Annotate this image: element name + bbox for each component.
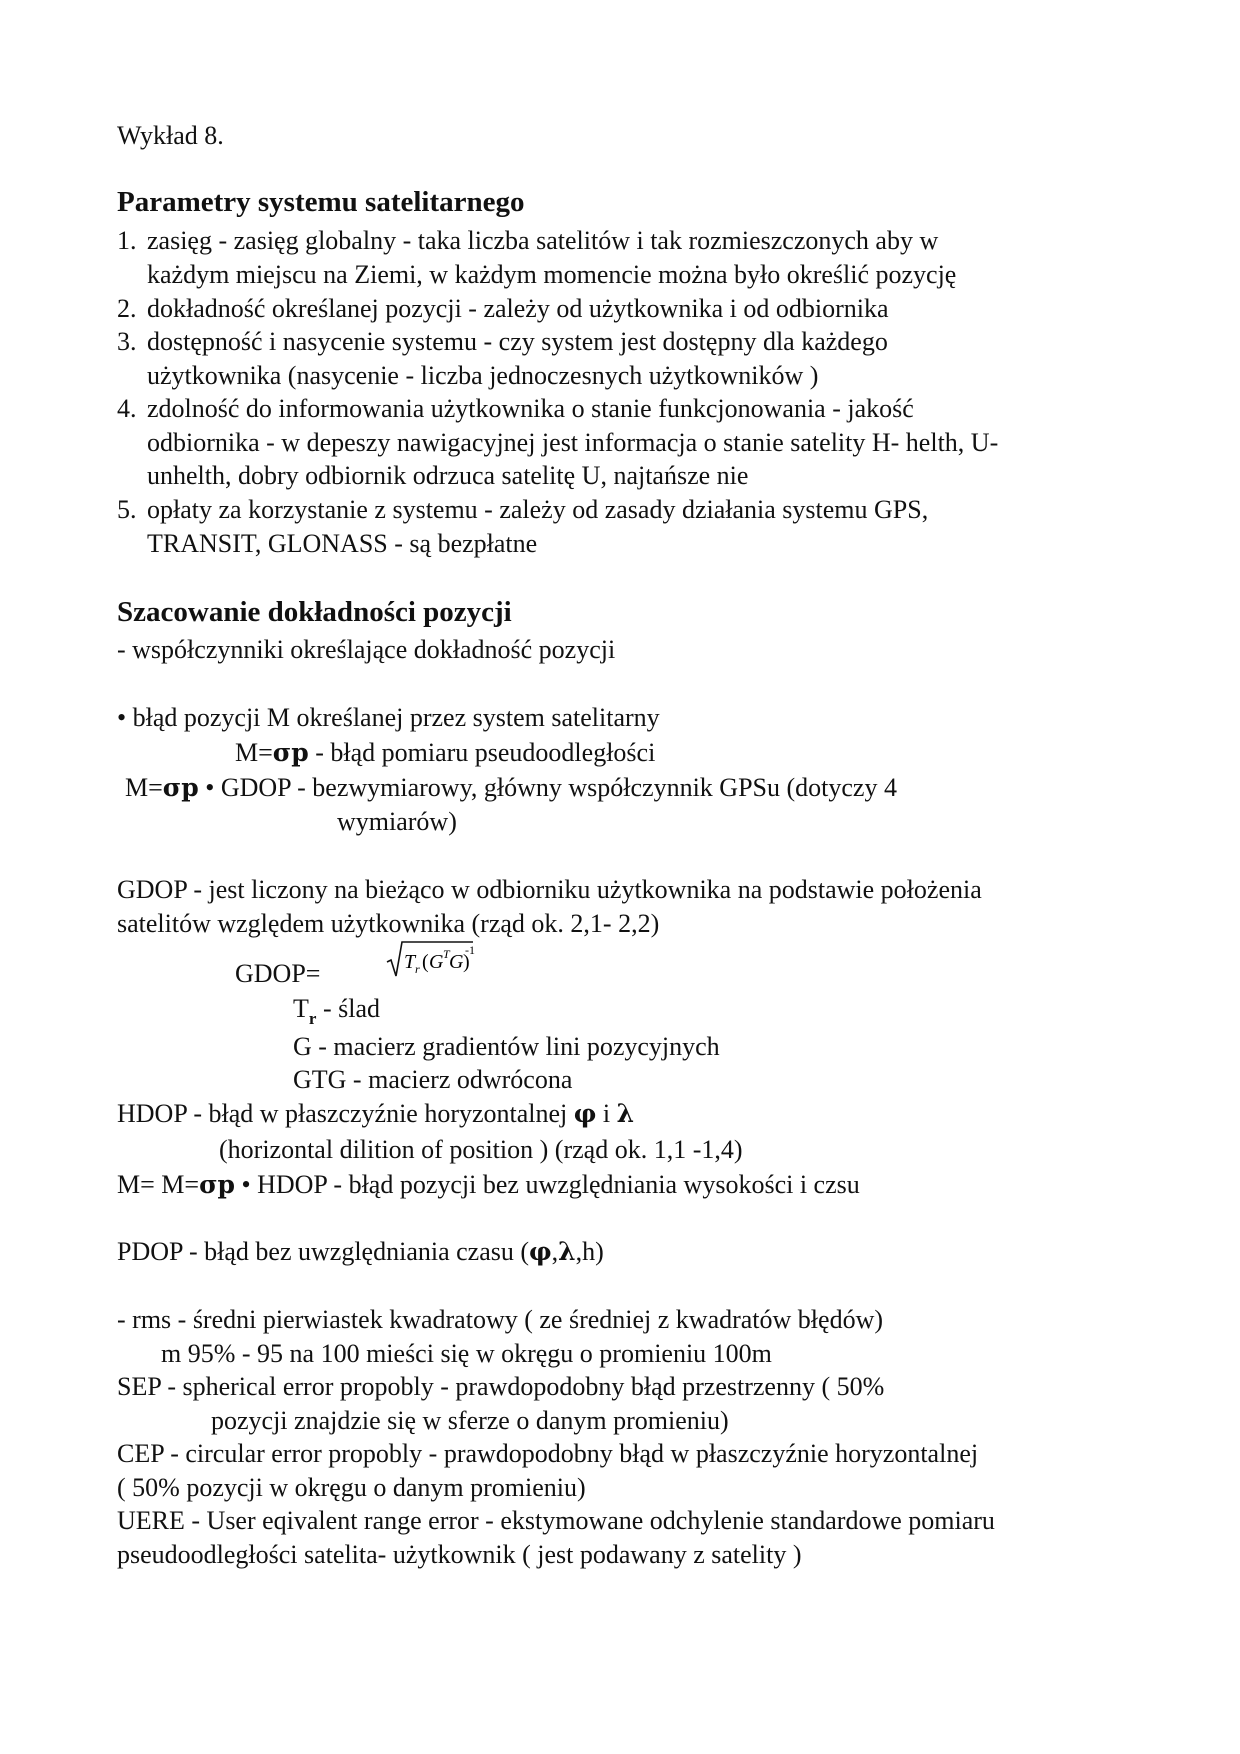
- list-item-text: dostępność i nasycenie systemu - czy system jest dostępny dla każdego: [147, 327, 888, 356]
- sep-line: pozycji znajdzie się w sferze o danym promieniu): [211, 1406, 729, 1435]
- list-item-text: zdolność do informowania użytkownika o stanie funkcjonowania - jakość: [147, 394, 914, 423]
- lambda-symbol: λ: [558, 1237, 576, 1266]
- rms-line: - rms - średni pierwiastek kwadratowy ( ze średniej z kwadratów błędów): [117, 1305, 884, 1334]
- g-definition: G - macierz gradientów lini pozycyjnych: [293, 1032, 720, 1061]
- list-item-number: 3.: [117, 327, 137, 356]
- section-heading-accuracy: Szacowanie dokładności pozycji: [117, 596, 512, 628]
- uere-line: UERE - User eqivalent range error - ekstymowane odchylenie standardowe pomiaru: [117, 1506, 995, 1535]
- m-sigma-line: M=σp - błąd pomiaru pseudoodległości: [235, 738, 656, 767]
- gdop-formula-label: GDOP=: [235, 959, 321, 988]
- sigma-symbol: σp: [199, 1170, 235, 1199]
- list-item-continuation: unhelth, dobry odbiornik odrzuca satelitę U, najtańsze nie: [147, 461, 749, 490]
- phi-symbol: φ: [573, 1099, 597, 1128]
- formula-g1: G: [429, 951, 444, 973]
- list-item-continuation: użytkownika (nasycenie - liczba jednoczesnych użytkowników ): [147, 361, 819, 390]
- formula-g2: G: [449, 951, 464, 973]
- phi-symbol: φ: [529, 1237, 552, 1266]
- list-item-text: zasięg - zasięg globalny - taka liczba satelitów i tak rozmieszczonych aby w: [147, 226, 939, 255]
- lecture-title: Wykład 8.: [117, 121, 224, 150]
- formula-exp: -1: [465, 943, 475, 957]
- list-item-number: 5.: [117, 495, 137, 524]
- gdop-paragraph: satelitów względem użytkownika (rząd ok. 2,1- 2,2): [117, 909, 660, 938]
- bullet-line: [117, 701, 660, 735]
- section-heading-parameters: Parametry systemu satelitarnego: [117, 186, 525, 218]
- list-item-text: opłaty za korzystanie z systemu - zależy od zasady działania systemu GPS,: [147, 495, 929, 524]
- formula-t2: T: [443, 947, 450, 961]
- bullet-icon: •: [241, 1170, 251, 1199]
- uere-line: pseudoodległości satelita- użytkownik ( jest podawany z satelity ): [117, 1540, 802, 1569]
- cep-line: ( 50% pozycji w okręgu o danym promieniu): [117, 1473, 586, 1502]
- hdop-line: HDOP - błąd w płaszczyźnie horyzontalnej φ i λ: [117, 1099, 635, 1128]
- sigma-symbol: σp: [272, 738, 309, 767]
- list-item-continuation: TRANSIT, GLONASS - są bezpłatne: [147, 529, 538, 558]
- m-hdop-line: M= M=σp • HDOP - błąd pozycji bez uwzględniania wysokości i czsu: [117, 1170, 860, 1199]
- gdop-paragraph: GDOP - jest liczony na bieżąco w odbiorniku użytkownika na podstawie położenia: [117, 875, 982, 904]
- list-item-continuation: każdym miejscu na Ziemi, w każdym momencie można było określić pozycję: [147, 260, 957, 289]
- list-item-text: dokładność określanej pozycji - zależy od użytkownika i od odbiornika: [147, 294, 889, 323]
- gtg-definition: GTG - macierz odwrócona: [293, 1065, 573, 1094]
- formula-t: T: [404, 951, 416, 973]
- gdop-desc-continuation: wymiarów): [337, 807, 457, 836]
- hdop-desc: (horizontal dilition of position ) (rząd ok. 1,1 -1,4): [219, 1135, 743, 1164]
- list-item-number: 4.: [117, 394, 137, 423]
- bullet-icon: •: [205, 773, 215, 802]
- list-item-number: 2.: [117, 294, 137, 323]
- list-item-number: 1.: [117, 226, 137, 255]
- bullet-text: błąd pozycji M określanej przez system satelitarny: [132, 703, 660, 732]
- tr-definition: $T_r$ - ślad: [293, 994, 380, 1028]
- sigma-symbol: σp: [162, 773, 199, 802]
- formula-open: (: [422, 951, 429, 973]
- lambda-symbol: λ: [616, 1099, 635, 1128]
- list-item-continuation: odbiornika - w depeszy nawigacyjnej jest informacja o stanie satelity H- helth, U-: [147, 428, 999, 457]
- sep-line: SEP - spherical error propobly - prawdopodobny błąd przestrzenny ( 50%: [117, 1372, 885, 1401]
- formula-close: ): [463, 951, 470, 973]
- pdop-line: PDOP - błąd bez uwzględniania czasu (φ,λ,h): [117, 1237, 604, 1266]
- rms-line: m 95% - 95 na 100 mieści się w okręgu o promieniu 100m: [161, 1339, 772, 1368]
- gdop-formula: [385, 938, 475, 980]
- bullet-icon: •: [117, 703, 127, 732]
- m-gdop-line: M=σp • GDOP - bezwymiarowy, główny współczynnik GPSu (dotyczy 4: [125, 773, 897, 802]
- cep-line: CEP - circular error propobly - prawdopodobny błąd w płaszczyźnie horyzontalnej: [117, 1439, 979, 1468]
- formula-r: r: [415, 962, 420, 976]
- section-subtitle: - współczynniki określające dokładność pozycji: [117, 635, 616, 664]
